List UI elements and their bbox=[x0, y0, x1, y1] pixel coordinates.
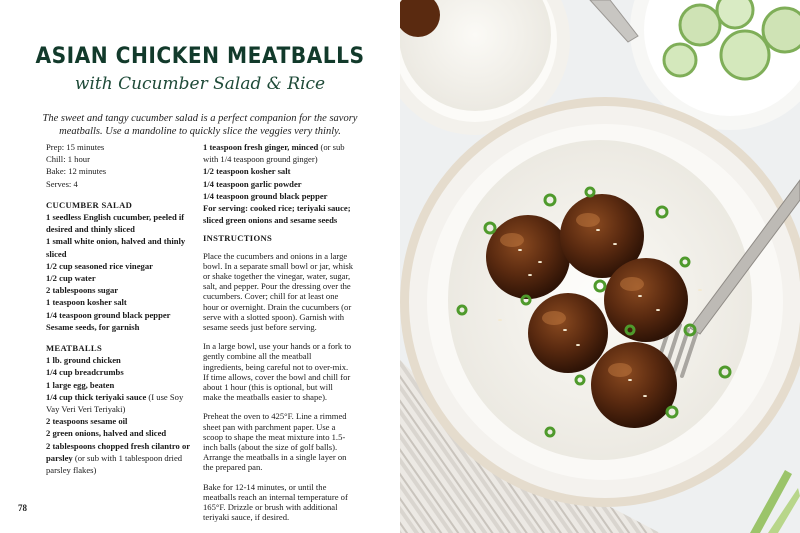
ingredient-name: 1/4 cup thick teriyaki sauce bbox=[46, 391, 147, 402]
servings: Serves: 4 bbox=[46, 178, 78, 189]
ingredient-item: 1/4 teaspoon ground black pepper bbox=[46, 309, 171, 320]
recipe-title: ASIAN CHICKEN MEATBALLS bbox=[35, 44, 365, 69]
cucumber-salad-heading: CUCUMBER SALAD bbox=[46, 199, 133, 210]
ingredient-note: (or sub with 1 tablespoon dried parsley flakes) bbox=[46, 452, 183, 476]
ingredient-item: 1 lb. ground chicken bbox=[46, 355, 121, 366]
ingredient-name: 2 tablespoons chopped fresh cilantro or parsley bbox=[46, 440, 190, 463]
prep-time: Prep: 15 minutes bbox=[46, 142, 105, 152]
ingredient-note: (or sub with 1/4 teaspoon ground ginger) bbox=[203, 142, 345, 165]
ingredient-item: 1/2 cup water bbox=[46, 273, 96, 284]
instruction-step: In a large bowl, use your hands or a fork to gently combine all the meatball ingredients, being careful not to over-mix. If time allows, cover the bowl and chill for about 1 hour (this is optional, but will make the meatballs easier to shape). bbox=[203, 341, 352, 403]
ingredient-item: 1 small white onion, halved and thinly sliced bbox=[46, 236, 186, 259]
ingredient-item bbox=[46, 440, 194, 477]
ingredient-item: 1 teaspoon kosher salt bbox=[46, 297, 127, 308]
ingredient-item bbox=[203, 141, 353, 165]
meatballs-heading: MEATBALLS bbox=[46, 343, 103, 354]
ingredient-note: (I use Soy Vay Veri Veri Teriyaki) bbox=[46, 391, 184, 415]
ingredient-item: 1 large egg, beaten bbox=[46, 379, 115, 390]
recipe-subtitle: with Cucumber Salad & Rice bbox=[74, 74, 326, 94]
ingredient-item: 1/2 teaspoon kosher salt bbox=[203, 166, 291, 177]
ingredient-item: 2 tablespoons sugar bbox=[46, 285, 119, 296]
recipe-intro: The sweet and tangy cucumber salad is a perfect companion for the savory meatballs. Use a mandoline to quickly slice the veggies very thinly. bbox=[42, 113, 358, 137]
instructions-heading: INSTRUCTIONS bbox=[203, 233, 273, 244]
instruction-step: Place the cucumbers and onions in a large bowl. In a separate small bowl or jar, whisk or shake together the vinegar, water, sugar, salt, and pepper. Pour the dressing over the cucumbers. Cover; chill for at least one hour or overnight. Drain the cucumbers (or serve with a slotted spoon). Garnish with sesame seeds just before serving. bbox=[203, 250, 354, 333]
food-photo bbox=[400, 0, 800, 533]
ingredient-item: 2 green onions, halved and sliced bbox=[46, 428, 167, 439]
ingredient-item: 1/4 cup breadcrumbs bbox=[46, 367, 124, 378]
ingredients-column-left bbox=[46, 141, 194, 476]
bake-time: Bake: 12 minutes bbox=[46, 166, 107, 177]
ingredient-item: 2 teaspoons sesame oil bbox=[46, 416, 128, 427]
ingredient-item: 1/4 teaspoon ground black pepper bbox=[203, 190, 328, 201]
ingredient-name: 1 teaspoon fresh ginger, minced bbox=[203, 142, 319, 152]
instruction-step: Bake for 12-14 minutes, or until the meatballs reach an internal temperature of 165°F. Drizzle or brush with additional teriyaki sauce, if desired. bbox=[203, 481, 348, 523]
ingredient-item bbox=[46, 391, 194, 415]
chill-time: Chill: 1 hour bbox=[46, 154, 90, 165]
ingredient-item: For serving: cooked rice; teriyaki sauce; sliced green onions and sesame seeds bbox=[203, 203, 351, 226]
page-number: 78 bbox=[18, 503, 27, 513]
ingredients-column-right bbox=[203, 141, 353, 523]
food-photo-illustration bbox=[400, 0, 800, 533]
ingredient-item: 1 seedless English cucumber, peeled if desired and thinly sliced bbox=[46, 212, 185, 235]
ingredient-item: Sesame seeds, for garnish bbox=[46, 321, 140, 332]
ingredient-item: 1/2 cup seasoned rice vinegar bbox=[46, 260, 153, 271]
instruction-step: Preheat the oven to 425°F. Line a rimmed sheet pan with parchment paper. Use a scoop to shape the meat mixture into 1.5-inch balls (about the size of golf balls). Arrange the meatballs in a single layer on the prepared pan. bbox=[203, 411, 347, 473]
ingredient-item: 1/4 teaspoon garlic powder bbox=[203, 178, 302, 189]
